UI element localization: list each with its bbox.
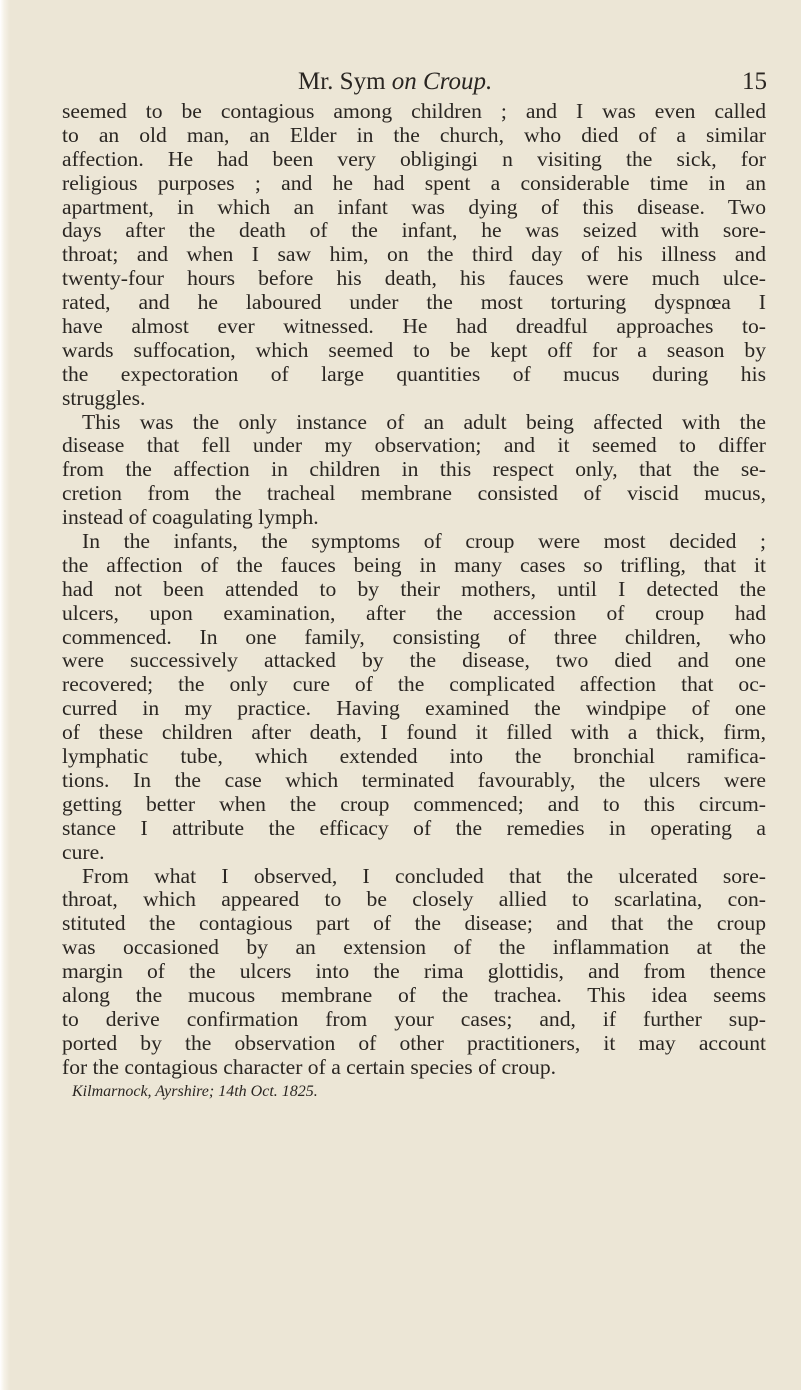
text-line: commenced. In one family, consisting of three children, who <box>62 624 766 649</box>
text-line: days after the death of the infant, he was seized with sore- <box>62 218 766 243</box>
text-line: along the mucous membrane of the trachea. This idea seems <box>62 982 766 1007</box>
text-line: struggles. <box>62 385 146 410</box>
text-line: getting better when the croup commenced; and to this circum- <box>62 791 766 816</box>
text-line: the affection of the fauces being in many cases so trifling, that it <box>62 552 766 577</box>
text-line: to an old man, an Elder in the church, who died of a similar <box>62 122 766 147</box>
text-line: In the infants, the symptoms of croup were most decided ; <box>82 529 766 554</box>
text-line: stituted the contagious part of the disease; and that the croup <box>62 911 766 936</box>
page-number: 15 <box>742 68 767 95</box>
text-line: tions. In the case which terminated favourably, the ulcers were <box>62 767 766 792</box>
text-line: the expectoration of large quantities of mucus during his <box>62 361 766 386</box>
text-line: rated, and he laboured under the most torturing dyspnœa I <box>62 290 766 315</box>
text-line: This was the only instance of an adult being affected with the <box>82 409 766 434</box>
text-line: religious purposes ; and he had spent a considerable time in an <box>62 170 766 195</box>
text-line: wards suffocation, which seemed to be kept off for a season by <box>62 337 766 362</box>
text-line: throat; and when I saw him, on the third day of his illness and <box>62 242 766 267</box>
text-line: disease that fell under my observation; and it seemed to differ <box>62 433 766 458</box>
running-title <box>298 65 492 99</box>
running-title-italic: on Croup. <box>391 68 493 95</box>
page-edge <box>0 0 10 1390</box>
text-line: for the contagious character of a certain species of croup. <box>62 1054 557 1079</box>
text-line: recovered; the only cure of the complicated affection that oc- <box>62 672 766 697</box>
text-line: affection. He had been very obligingi n visiting the sick, for <box>62 146 766 171</box>
text-line: cure. <box>62 839 105 864</box>
text-line: were successively attacked by the disease, two died and one <box>62 648 766 673</box>
text-line: margin of the ulcers into the rima glottidis, and from thence <box>62 959 766 984</box>
text-line: was occasioned by an extension of the inflammation at the <box>62 935 766 960</box>
text-line: curred in my practice. Having examined the windpipe of one <box>62 696 766 721</box>
text-line: cretion from the tracheal membrane consisted of viscid mucus, <box>62 481 766 506</box>
body-text <box>62 100 766 1103</box>
text-line: twenty-four hours before his death, his fauces were much ulce- <box>62 266 766 291</box>
text-line: of these children after death, I found it filled with a thick, firm, <box>62 720 766 745</box>
signature-line: Kilmarnock, Ayrshire; 14th Oct. 1825. <box>72 1082 318 1100</box>
text-line: From what I observed, I concluded that the ulcerated sore- <box>82 863 766 888</box>
text-line: have almost ever witnessed. He had dreadful approaches to- <box>62 314 766 339</box>
text-line: apartment, in which an infant was dying of this disease. Two <box>62 194 766 219</box>
text-line: ulcers, upon examination, after the accession of croup had <box>62 600 766 625</box>
text-line: from the affection in children in this respect only, that the se- <box>62 457 766 482</box>
text-line: seemed to be contagious among children ; and I was even called <box>62 99 766 123</box>
text-line: stance I attribute the efficacy of the remedies in operating a <box>62 815 766 840</box>
page-header <box>0 65 801 99</box>
text-line: ported by the observation of other practitioners, it may account <box>62 1030 766 1055</box>
text-line: to derive confirmation from your cases; and, if further sup- <box>62 1006 766 1031</box>
running-title-prefix: Mr. Sym <box>298 68 392 95</box>
text-line: instead of coagulating lymph. <box>62 505 319 530</box>
text-line: throat, which appeared to be closely allied to scarlatina, con- <box>62 887 766 912</box>
text-line: lymphatic tube, which extended into the bronchial ramifica- <box>62 744 766 769</box>
text-line: had not been attended to by their mothers, until I detected the <box>62 576 766 601</box>
